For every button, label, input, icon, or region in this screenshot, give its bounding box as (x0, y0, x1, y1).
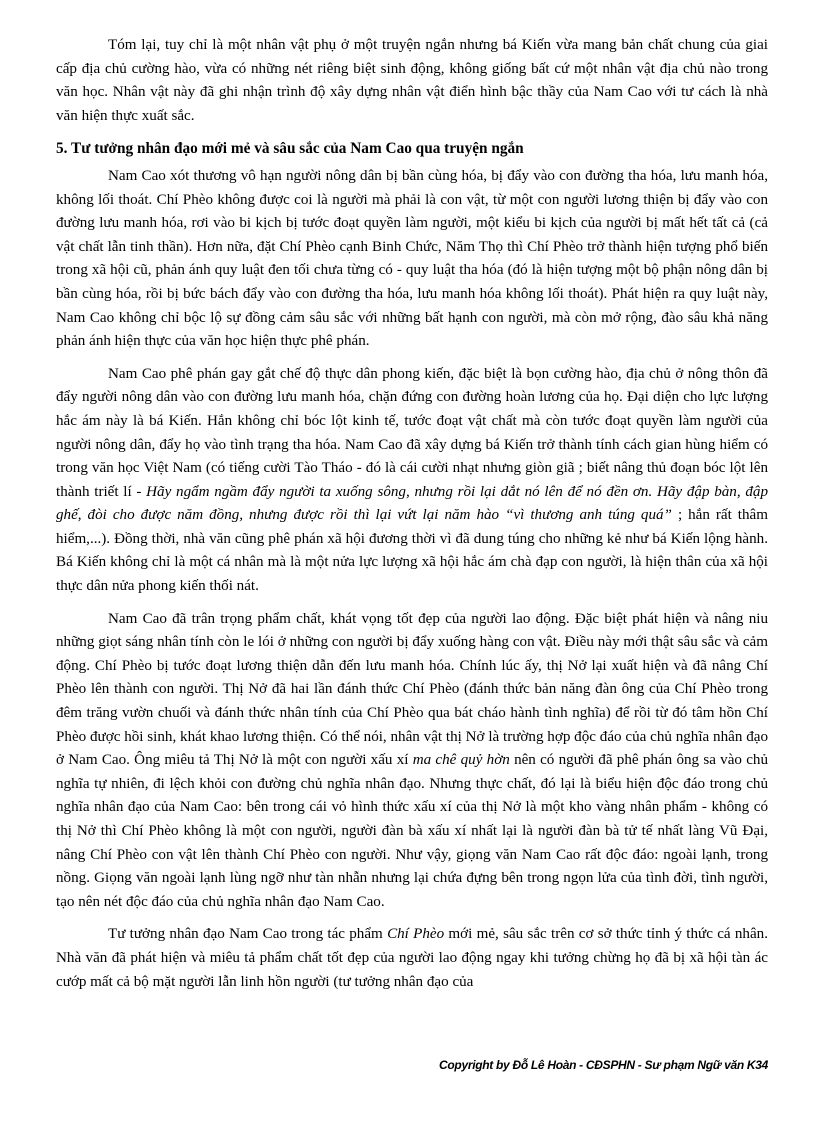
quote-italic: Hãy ngẩm ngầm đẩy người ta xuống sông, nhưng rồi lại dắt nó lên để nó đền ơn. Hãy đập bàn, đập ghế, đòi cho được năm đồng, nhưng được rồi thì lại vứt lại năm hào “vì thương anh túng quá” (56, 483, 768, 524)
paragraph-respect: Nam Cao đã trân trọng phẩm chất, khát vọng tốt đẹp của người lao động. Đặc biệt phát hiện và nâng niu những giọt sáng nhân tính còn le lói ở những con người bị đẩy xuống hàng con vật. Điều này mới thật sâu sắc và cảm động. Chí Phèo bị tước đoạt lương thiện dẫn đến lưu manh hóa. Chính lúc ấy, thị Nở lại xuất hiện và đã nâng Chí Phèo lên thành con người. Thị Nở đã hai lần đánh thức Chí Phèo (đánh thức bản năng đàn ông của Chí Phèo trong đêm trăng vườn chuối và đánh thức nhân tính của Chí Phèo qua bát cháo hành tình nghĩa) để rồi từ đó tâm hồn Chí Phèo được hồi sinh, khát khao lương thiện. Có thể nói, nhân vật thị Nở là trường hợp độc đáo của chủ nghĩa nhân đạo ở Nam Cao. Ông miêu tả Thị Nở là một con người xấu xí ma chê quỷ hờn nên có người đã phê phán ông sa vào chủ nghĩa tự nhiên, đi lệch khỏi con đường chủ nghĩa nhân đạo. Nhưng thực chất, đó lại là biểu hiện độc đáo trong chủ nghĩa nhân đạo của Nam Cao: bên trong cái vỏ hình thức xấu xí của thị Nở là một kho vàng nhân phẩm - không có thị Nở thì Chí Phèo không là một con người, người đàn bà xấu xí nhất lại là người đàn bà tử tế nhất làng Vũ Đại, nâng Chí Phèo con vật lên thành Chí Phèo con người. Như vậy, giọng văn Nam Cao rất độc đáo: ngoài lạnh, trong nồng. Giọng văn ngoài lạnh lùng ngỡ như tàn nhẫn nhưng lại chứa đựng bên trong ngọn lửa của tình đời, tình người, tạo nên nét độc đáo của chủ nghĩa nhân đạo Nam Cao. (56, 610, 768, 910)
copyright-footer: Copyright by Đỗ Lê Hoàn - CĐSPHN - Sư phạm Ngữ văn K34 (439, 1058, 768, 1072)
document-page (56, 34, 768, 1003)
phrase-italic: ma chê quỷ hờn (412, 752, 510, 769)
section-heading: 5. Tư tưởng nhân đạo mới mẻ và sâu sắc của Nam Cao qua truyện ngắn (56, 140, 524, 158)
work-title-italic: Chí Phèo (387, 926, 445, 943)
paragraph-conclusion: Tóm lại, tuy chỉ là một nhân vật phụ ở một truyện ngắn nhưng bá Kiến vừa mang bản chất chung của giai cấp địa chủ cường hào, vừa có những nét riêng biệt sinh động, không giống bất cứ một nhân vật địa chủ nào trong văn học. Nhân vật này đã ghi nhận trình độ xây dựng nhân vật điển hình bậc thầy của Nam Cao với tư cách là nhà văn hiện thực xuất sắc. (56, 37, 768, 124)
paragraph-criticism: Nam Cao phê phán gay gắt chế độ thực dân phong kiến, đặc biệt là bọn cường hào, địa chủ ở nông thôn đã đẩy người nông dân vào con đường lưu manh hóa, chặn đứng con đường hoàn lương của họ. Đại diện cho lực lượng hắc ám này là bá Kiến. Hắn không chỉ bóc lột kinh tế, tước đoạt vật chất mà còn tước đoạt quyền làm người của người nông dân, đẩy họ vào tình trạng tha hóa. Nam Cao đã xây dựng bá Kiến trở thành tính cách gian hùng hiểm có trong văn học Việt Nam (có tiếng cười Tào Tháo - đó là cái cười nhạt nhưng giòn giã ; biết nâng thủ đoạn bóc lột lên thành triết lí - Hãy ngẩm ngầm đẩy người ta xuống sông, nhưng rồi lại dắt nó lên để nó đền ơn. Hãy đập bàn, đập ghế, đòi cho được năm đồng, nhưng được rồi thì lại vứt lại năm hào “vì thương anh túng quá” ; hắn rất thâm hiểm,...). Đồng thời, nhà văn cũng phê phán xã hội đương thời vì đã dung túng cho những kẻ như bá Kiến lộng hành. Bá Kiến không chỉ là một cá nhân mà là một nửa lực lượng xã hội hắc ám chà đạp con người, là hiện thân của xã hội thực dân nửa phong kiến thối nát. (56, 365, 768, 595)
paragraph-pity: Nam Cao xót thương vô hạn người nông dân bị bần cùng hóa, bị đẩy vào con đường tha hóa, lưu manh hóa, không lối thoát. Chí Phèo không được coi là người mà phải là con vật, từ một con người lương thiện bị đẩy vào con đường lưu manh hóa, rơi vào bi kịch bị tước đoạt quyền làm người, một kiểu bi kịch của người bị mất hết tất cả (cả vật chất lẫn tinh thần). Hơn nữa, đặt Chí Phèo cạnh Binh Chức, Năm Thọ thì Chí Phèo trở thành hiện tượng phổ biến trong xã hội cũ, phản ánh quy luật đen tối chưa từng có - quy luật tha hóa (đó là hiện tượng một bộ phận nông dân bị bần cùng hóa, rồi bị bức bách đẩy vào con đường tha hóa, lưu manh hóa không lối thoát). Phát hiện ra quy luật này, Nam Cao không chỉ bộc lộ sự đồng cảm sâu sắc với những bất hạnh con người, mà còn mở rộng, đào sâu khả năng phản ánh hiện thực của văn học hiện thực phê phán. (56, 167, 768, 350)
paragraph-humanism: Tư tưởng nhân đạo Nam Cao trong tác phẩm Chí Phèo mới mẻ, sâu sắc trên cơ sở thức tỉnh ý thức cá nhân. Nhà văn đã phát hiện và miêu tả phẩm chất tốt đẹp của người lao động ngay khi tưởng chừng họ đã bị xã hội tàn ác cướp mất cả bộ mặt người lẫn linh hồn người (tư tưởng nhân đạo của (56, 926, 768, 990)
